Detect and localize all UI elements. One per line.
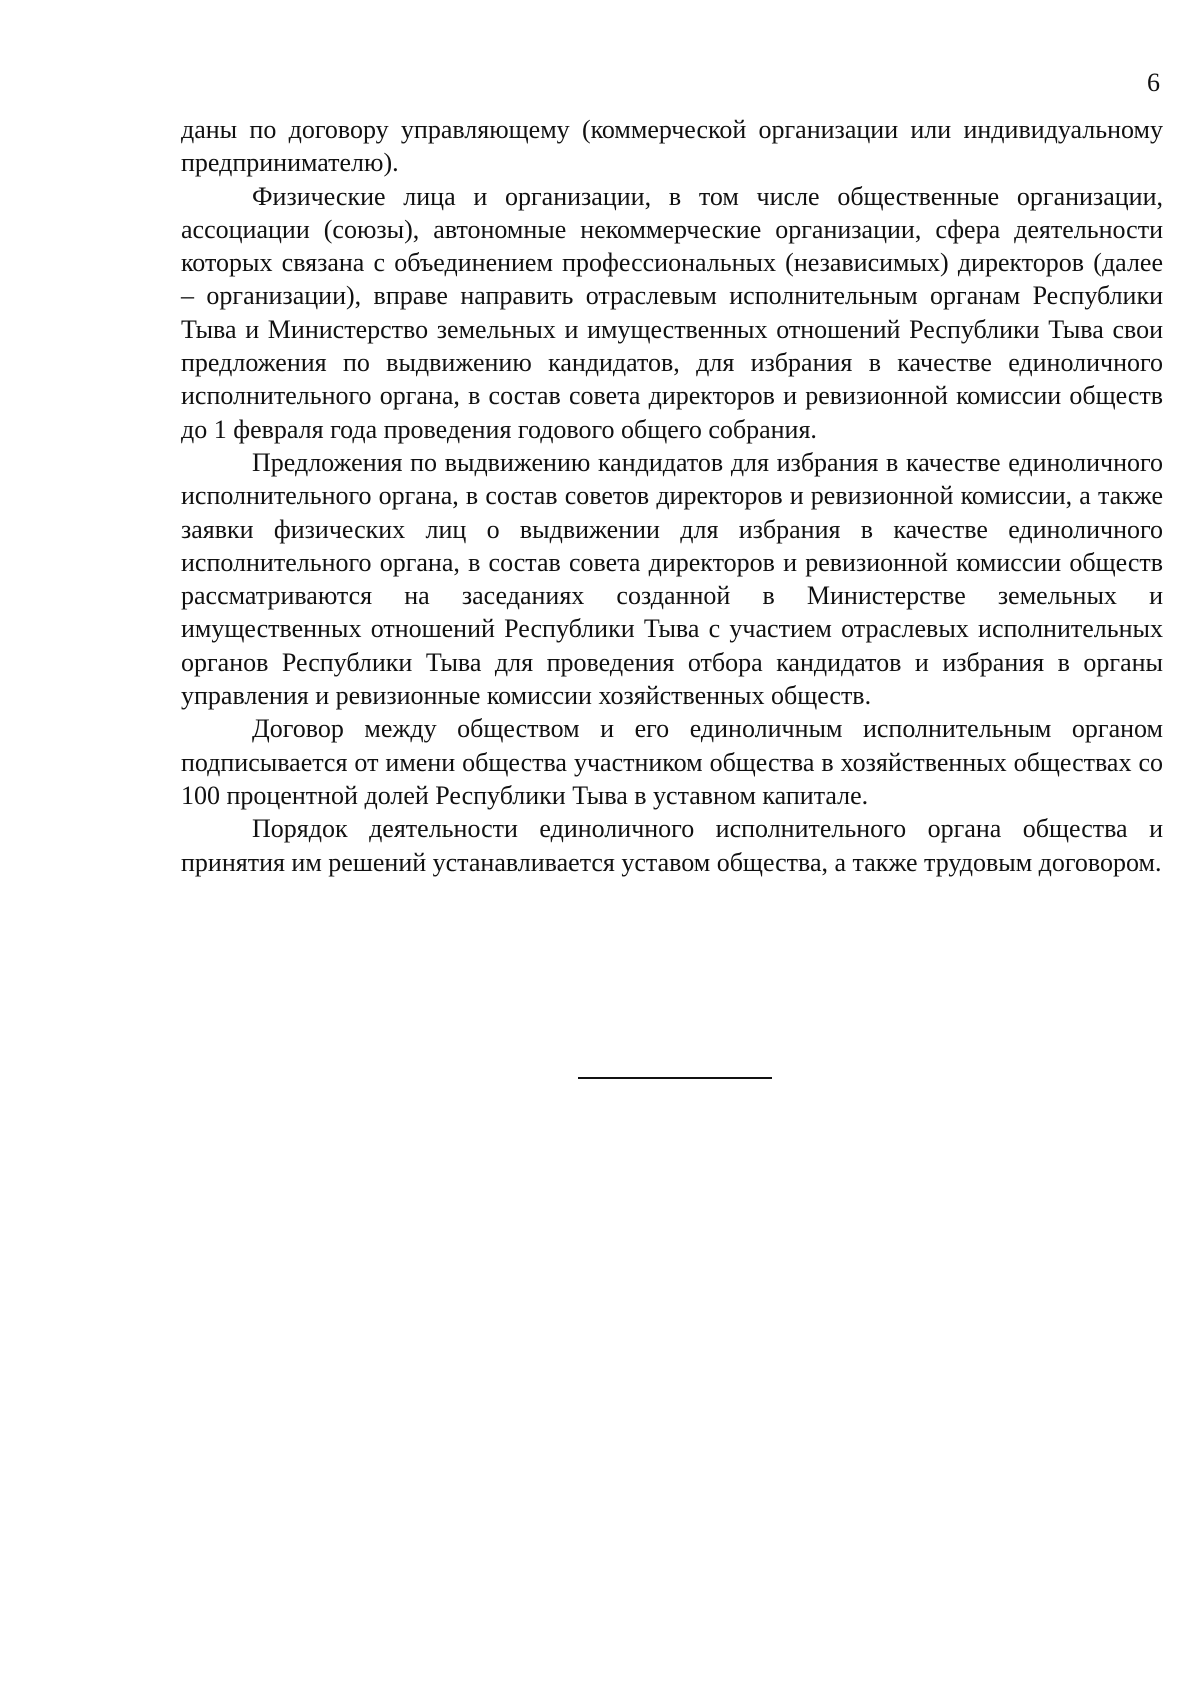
paragraph-executive-procedure: Порядок деятельности единоличного исполнительного органа общества и принятия им решений устанавливается уставом общества, а также трудовым договором. (181, 814, 1163, 877)
document-body (181, 113, 1163, 879)
paragraph-contract-signing: Договор между обществом и его единоличным исполнительным органом подписывается от имени общества участником общества в хозяйственных обществах со 100 процентной долей Республики Тыва в уставном капитале. (181, 714, 1163, 810)
paragraph-proposals-from-organizations: Физические лица и организации, в том числе общественные организации, ассоциации (союзы), автономные некоммерческие организации, сфера деятельности которых связана с объединением профессиональных (независимых) директоров (далее – организации), вправе направить отраслевым исполнительным органам Республики Тыва и Министерство земельных и имущественных отношений Республики Тыва свои предложения по выдвижению кандидатов, для избрания в качестве единоличного исполнительного органа, в состав совета директоров и ревизионной комиссии обществ до 1 февраля года проведения годового общего собрания. (181, 181, 1163, 444)
page-number: 6 (1147, 68, 1160, 97)
end-separator-line (578, 1077, 772, 1079)
paragraph-candidate-review: Предложения по выдвижению кандидатов для избрания в качестве единоличного исполнительного органа, в состав советов директоров и ревизионной комиссии, а также заявки физических лиц о выдвижении для избрания в качестве единоличного исполнительного органа, в состав совета директоров и ревизионной комиссии обществ рассматриваются на заседаниях созданной в Министерстве земельных и имущественных отношений Республики Тыва с участием отраслевых исполнительных органов Республики Тыва для проведения отбора кандидатов и избрания в органы управления и ревизионные комиссии хозяйственных обществ. (181, 447, 1163, 711)
paragraph-continuation: даны по договору управляющему (коммерческой организации или индивидуальному предпринимателю). (181, 115, 1163, 178)
